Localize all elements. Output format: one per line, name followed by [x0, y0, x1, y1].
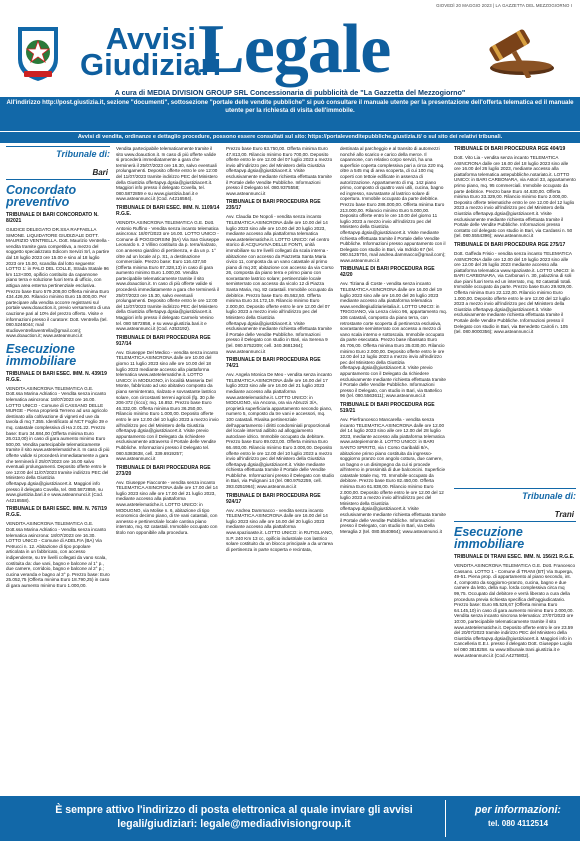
republic-seal-icon	[14, 25, 62, 83]
footer-phone: tel. 080 4112514	[487, 819, 549, 828]
tribunal-city: Bari	[92, 168, 108, 177]
masthead-avvisi: Avvisi	[105, 21, 196, 56]
notice-body: GIUDICE DELEGATO DR.SSA RAFFAELLA SIMONE. LIQUIDATORE GIUDIZIALE DOTT. MAURIZIO VENTRELLA. Dott. Maurizio Ventrella - vendita tramite gara competitiva, a mezzo del soggetto specializzato Edicom Servizi Srl, a partire dal 18 luglio 2023 ore 15.00 e sino al 18 luglio 2023 ore 15.00, scandita dal lotto seguente: LOTTO 1: in PALO DEL COLLE, Strada Statale 96 km 113+300, opificio costituito da capannone piano terra e soluzione fuori terra di ufficio, con attigua area esterna pertinenziale esclusiva. Prezzo base Euro 579.208,00 Offerta minima Euro 434.426,00. Rilancio minimo Euro 15.000,00. Per partecipare alla vendita occorre registrarsi sul portale www.doauction.it, previo versamento di una cauzione pari al 10% del prezzo offerto. Visite e informazioni presso il curatore: Dott. Ventrella (tel. 080.5246044; mail studioventrellaventrella@gmail.com); www.doauction.it; www.asteannunci.it	[6, 227, 110, 339]
section-title-esecuzione: Esecuzione immobiliare	[6, 341, 77, 368]
notice-body: Avv. Pierfrancesco Mancarella - vendita senza incanto TELEMATICA ASINCRONA dalle ore 12.00 del 14 luglio 2023 sino alle ore 12.00 del 28 luglio 2023, mediante accesso alla piattaforma telematica www.astepiemonte.it. LOTTO UNICO: in BARI SANTO SPIRITO, via I Corso Garibaldi 8/A, abitazione primo piano costituita da ingresso-soggiorno pranzo con angolo cottura, due camere, un bagno e un disimpegno da cui si procede all'interno in prossimità di due balconcini. Superficie catastale totale mq. 70. Immobile occupato da debitore. Prezzo base Euro 82.450,00. Offerta minima Euro 61.838,00. Rilancio minimo Euro 2.000,00. Deposito offerte entro le ore 12.00 del 12 luglio 2023 a mezzo invio all'indirizzo pec del Ministero della Giustizia offertapvp.dgsia@giustiziacert.it. Visite esclusivamente mediante richiesta effettuata tramite il Portale delle Vendite Pubbliche. Informazioni presso il Delegato, con studio in Bari, via Della Meraglia 2 (tel. 080.5540864); www.asteannunci.it	[340, 416, 446, 534]
notice-heading: TRIBUNALE DI BARI CONCORDATO N. 8/2021	[6, 212, 99, 224]
tribunal-title: Tribunale di:	[522, 491, 576, 501]
info-banner-portal: All'indirizzo http://post.giustizia.it, sezione "documenti", sottosezione "portale delle vendite pubbliche" si può consultare il manuale utente per la presentazione dell'offerta telematica ed il manuale utente per la richiesta di visita dell'immobile.	[0, 97, 580, 131]
footer-contact	[462, 803, 574, 831]
section-title-concordato: Concordato preventivo	[6, 183, 77, 209]
column-2	[116, 146, 220, 794]
footer-banner	[0, 796, 580, 841]
section-title-esecuzione-trani: Esecuzione immobiliare	[454, 525, 525, 551]
notice-heading: TRIBUNALE DI BARI PROCEDURA RGE 235/17	[226, 199, 321, 212]
column-3	[226, 146, 334, 794]
notice-heading: TRIBUNALE DI BARI PROCEDURA RGE 917/14	[116, 334, 211, 347]
notice-body: Prezzo base Euro 63.750,00. Offerta minima Euro 47.813,00. Rilancio minimo Euro 700,00. Deposito offerte entro le ore 12.00 del 07 luglio 2023 a mezzo invio all'indirizzo pec del Ministero della Giustizia offertapvp.dgsia@giustiziacert.it. Visite esclusivamente mediante richiesta effettuata tramite il Portale delle Vendite Pubbliche. Informazioni presso il Delegato tel. 080.9375558; www.asteannunci.it	[226, 146, 333, 196]
masthead-avvisi-giudiziari	[80, 21, 222, 82]
masthead-giudiziari: Giudiziari	[80, 47, 222, 82]
page-topline: GIOVEDÌ 20 MAGGIO 2023 | LA GAZZETTA DEL MEZZOGIORNO I	[436, 3, 572, 8]
tribunal-city: Trani	[554, 510, 574, 519]
masthead	[0, 12, 580, 90]
notice-heading: TRIBUNALE DI BARI PROCEDURA RGE 74/21	[226, 357, 321, 370]
notice-body: VENDITA ASINCRONA TELEMATICA G.E. Dott. Antonio Ruffino - Vendita senza incanto telematica asincrona: 18/07/2023 ore 16.00. LOTTO UNICO - Comune di POGGIORSINI (BA) Via San Giuseppe Leonardo n. 2 Villino costituito da p. terra/rialzato, con annesso giardino di pertinenza, e da un p. 1° oltre ad un locale al p. S1, a destinazione commerciale. Prezzo base: Euro 116.437,50 (Offerta minima Euro 87.328,13) in caso di gara aumento minimo Euro 1.000,00. Vendita partecipabile telematicamente tramite il sito www.doauction.it. In caso di più offerte valide si procederà immediatamente a gara che terminerà il 25/07/2023 ore 15.30, salvo eventuali prolungamenti. Deposito offerte entro le ore 12:00 del 11/07/2023 tramite indirizzo PEC del Ministero della Giustizia offertapvp.dgsia@giustiziacert.it. Maggiori info presso il delegato Carmelo Venino tel. 080 5872858, e su www.giustizia.bari.it e www.asteannunci.it (Cod. A353192).	[116, 219, 220, 332]
notice-body: Vendita partecipabile telematicamente tramite il sito www.doauction.it. In caso di più offerte valide si procederà immediatamente a gara che terminerà il 25/07/2023 ore 16.30, salvo eventuali prolungamenti. Deposito offerte entro le ore 12:00 del 11/07/2023 tramite indirizzo PEC del Ministero della Giustizia offertapvp.dgsia@giustiziacert.it. Maggiori info presso il delegato Covella, tel. 080.5872859 e su www.giustizia.bari.it e www.asteannunci.it (Cod. A4216584).	[116, 146, 218, 202]
notice-body: VENDITA ASINCRONA TELEMATICA G.E. Dott. Francesco Cassano. LOTTO 1 - Comune di TRANI (BT) Via Superga, 49-51. Piena prop. di appartamento al piano secondo, int. 4, composto da soggiorno-pranzo, cucina, bagno e due camere da letto, della sup. lorda complessiva circa mq 99,75. Occupato dal debitore e verrà liberato a cura della procedura previa richiesta specifica dell'aggiudicatario. Prezzo base: Euro 85.526,67 (Offerta minima Euro 64.145,10) in caso di gara aumento minimo Euro 2.000,00. Vendita senza incanto sincrona telematica: 27/07/2023 ore 10:00, partecipabile telematicamente tramite il sito www.astetelematiche.it. Deposito offerte entro le ore 23.59 del 20/07/2023 tramite indirizzo PEC del Ministero della Giustizia offertapvp.dgsia@giustiziacert.it. Maggiori info in Cancelleria E.E.I. presso il delegato Dott. Giuseppe Luglio tel 080 3818258. su www.tribunale.trani.giustizia.it e www.asteannunci.it (Cod.A4275802).	[454, 563, 576, 658]
notice-heading: TRIBUNALE DI BARI ESEC. IMM. N. 767/19 R.G.E.	[6, 506, 107, 519]
notice-body: Avv. Angela Monica De Meo - vendita senza incanto TELEMATICA ASINCRONA dalle ore 16.00 del 17 luglio 2023 sino alle ore 16.00 del 21 luglio 2023 mediante accesso alla piattaforma www.astetelematiche.it. LOTTO UNICO: in MODUGNO, via Ancona, ora via Abruzzi 3/A, proprietà superficiaria appartamento secondo piano, numero 5, composto da tre vani e accessori, mq. 100 catastali. Rivalsa pertinenziale dell'appartamento i diritti condominiali proporzionali del locale interrati adibito ad alloggiamento autoclave idrico. Immobile occupato da debitore. Prezzo base Euro 89.023,00. Offerta minima Euro 66.493,00. Rilancio minimo Euro 3.000,00. Deposito offerte entro le ore 12.00 del 10 luglio 2023 a mezzo invio all'indirizzo pec del Ministero della Giustizia offertapvp.dgsia@giustiziacert.it. Visite mediante richiesta effettuata tramite il Portale delle Vendite Pubbliche. Informazioni presso il Delegato con studio in Bari, via Pulignani 14 (tel. 080.9752259, cell. 393.0251964); www.asteannunci.it	[226, 372, 334, 490]
notice-heading: TRIBUNALE DI BARI PROCEDURA RGE 924/17	[226, 492, 321, 505]
notice-body: Avv. Giuseppe Fiacconte - vendita senza incanto TELEMATICA ASINCRONA dalle ore 17.00 del 14 luglio 2023 sino alle ore 17.00 del 21 luglio 2023, mediante accesso alla piattaforma www.astetelematiche.it. LOTTO UNICO: in MODUGNO, via Molise n. 6, abitazione di tipo economico decimo piano, di tre vani catastali, con annesso e pertinenziale locale cantina piano interrato, mq. 62 catastali. Immobile occupato con titolo non opponibile alla procedura.	[116, 479, 218, 536]
footer-email-notice: È sempre attivo l'indirizzo di posta elettronica al quale inviare gli avvisi legali/giudiziari: legale@mediadivisiongroup.it	[55, 804, 413, 830]
notice-heading: TRIBUNALE DI BARI PROCEDURA RGE 273/20	[116, 464, 211, 477]
footer-divider	[445, 800, 446, 837]
footer-info-title: per informazioni:	[475, 804, 561, 816]
notice-body: Avv. Tiziana di Coste - vendita senza incanto TELEMATICA ASINCRONA dalle ore 16.00 del 19 luglio 2023 sino alle ore 16.00 del 26 luglio 2023 mediante accesso alla piattaforma telematica www.venditegiudiziarieitalia.it. LOTTO UNICO: in TRIGGIANO, via Lenza civico 96, appartamento mq. 106 catastali, composto da piano terra, con retrostante corte scoperta di pertinenza esclusiva, sovrastante seminterrato con accesso a mezzo di vano scala interno e sottoscala. Immobile occupato da parte esecutata. Prezzo base ribassato Euro 46.706,00. Offerta minima Euro 35.030,00. Rilancio minimo Euro 2.000,00. Deposito offerte entro le ore 12.00 del 12 luglio 2023 a mezzo invio all'indirizzo pec del Ministero della Giustizia offertapvp.dgsia@giustiziacert.it. Visite previo appuntamento con il Delegato da richiedere esclusivamente mediante richiesta effettuata tramite il Portale delle Vendite Pubbliche. Informazioni presso il Delegato, con studio in Bari, via Battelico 96 (tel. 080.5563611); www.asteannunci.it	[340, 281, 447, 399]
notice-body: Dott. Vito Lia - vendita senza incanto TELEMATICA ASINCRONA dalle ore 16.00 del 18 luglio 2023 sino alle ore 16.00 del 26 luglio 2023, mediante accesso alla piattaforma telematica astepubbliche.notariato.it. LOTTO UNICO: in BARI CARBONARA, via Astori 33, appartamento primo piano, mq. 95 commerciali. Immobile occupato da parte debitrice. Prezzo base Euro 44.630,00. Offerta minima Euro 33.329,00. Rilancio minimo Euro 2.000,00. Deposito offerte telematiche entro le ore 12.00 del 12 luglio 2023 a mezzo invio all'indirizzo pec del Ministero della Giustizia offertapvp.dgsia@giustiziacert.it. Visite esclusivamente mediante richiesta effettuata tramite il Portale delle Vendite Pubbliche. Informazioni presso contatto col delegato con studio in Bari, via Cardassi n. 50 (tel. 080.5554396); www.asteannunci.it	[454, 155, 576, 239]
notice-heading: TRIBUNALE DI BARI PROCEDURA RGE 519/21	[340, 401, 435, 414]
column-1	[6, 146, 110, 794]
notice-body: VENDITA ASINCRONA TELEMATICA G.E. Dott.ssa Marina Adriatico - Vendita senza incanto telematica asincrona: 18/07/2023 ore 16.30. LOTTO UNICO - Comune di ADELFIA (BA) Via Petrucci n. 12. Abitazione di tipo popolare articolata in un fabbricato, con accesso indipendente, su tre livelli collegati da vano scala, costituita da: due vani, bagno e balcone al 1° p., due camere, corridoio, bagno e balcone al 2° p.; cucina veranda e bagno al 3° p. Prezzo base: Euro 25.052,75 (Offerta minima Euro 18.790,25) in caso di gara aumento minimo Euro 1.000,00.	[6, 521, 110, 588]
column-5	[454, 146, 576, 482]
trani-section	[454, 488, 576, 790]
notice-body: Dott. Gaffeda Frisio - vendita senza incanto TELEMATICA ASINCRONA dalle ore 12.00 del 19 luglio 2023 sino alle ore 12.00 del 26 luglio 2023 mediante accesso alla piattaforma telematica www.spaziaste.it. LOTTO UNICO: in BARI CARBONARA, via Carbonari n. 30, palazzina di soli due piani fuori terra ed un interrato, mq. 92 catastali totali. Immobile occupato da parte. Prezzo base Euro 29.929,00. Offerta minima Euro 22.122,00. Rilancio minimo Euro 1.000,00. Deposito offerte entro le ore 12.00 del 12 luglio 2023 a mezzo invio all'indirizzo pec del Ministero della Giustizia offertapvp.dgsia@giustiziacert.it. Visite esclusivamente mediante richiesta effettuata tramite il Portale delle Vendite Pubbliche. Informazioni presso il Delegato con studio in Bari, via Benedetto Cairoli n. 105 (tel. 080.9000356); www.asteannunci.it	[454, 250, 575, 335]
notice-body: Avv. Claudia De Nopoli - vendita senza incanto TELEMATICA ASINCRONA dalle ore 10.00 del 14 luglio 2023 sino alle ore 10.00 del 20 luglio 2023, mediante accesso alla piattaforma telematica www.astetelematiche.it. LOTTO UNICO: nel centro storico di ACQUAVIVA DELLE FONTI, unità immobiliare su tre livelli collegati da scala interna - abitazione con accesso da Piazzetta Santa Maria civico 11, composta da un vano catastale al primo piano di mq 20; abitazione con accesso da via Corso 26, composta da piano terra e primo piano con sovrastante lastrico solare; pertinenziale locale seminterrato con accesso da vicolo 12 di Piazza Santa Maria, mq. 82 catastali. Immobile occupato da debitrice. Prezzo base Euro 45.562,50. Offerta minima Euro 34.172,19. Rilancio minimo Euro 2.000,00. Deposito offerte entro le ore 12.00 del 07 luglio 2023 a mezzo invio all'indirizzo pec del Ministero della Giustizia offertapvp.dgsia@giustiziacert.it. Visite esclusivamente mediante richiesta effettuata tramite il Portale delle Vendite Pubbliche. Informazioni presso il Delegato con studio in Bari, via Serena 9 (tel. 080.5752209; cell. 340.3681364); www.asteannunci.it	[226, 214, 334, 354]
notice-body: VENDITA ASINCRONA TELEMATICA G.E. Dott.ssa Marina Adriatico - Vendita senza incanto telematica asincrona: 18/07/2023 ore 16.00. LOTTO UNICO - Comune di CASSANO DELLE MURGE - Piena proprietà Terreno ad uso agricolo destinato alla coltivazione di vigneti ed uve da tavola di mq 7.355. Identificato al NCT Foglio 39 e mq. catastale complessiva di Ha 2.01.22. Prezzo base: Euro 34.684,00 (Offerta minima Euro 26.013,00) in caso di gara aumento minimo Euro 500,00. Vendita partecipabile telematicamente tramite il sito www.astetelematiche.it. In caso di più offerte valide si procederà immediatamente a gara che terminerà il 25/07/2023 ore 16.00 salvo eventuali prolungamenti. Deposito offerte entro le ore 12:00 del 11/07/2023 tramite indirizzo PEC del Ministero della Giustizia offertapvp.dgsia@giustiziacert.it. Maggiori info presso il delegato Covella, tel. 080.5872859, su www.giustizia.bari.it e www.asteannunci.it (Cod. A4216558).	[6, 385, 110, 503]
info-banner-sites: Avvisi di vendita, ordinanze e dettaglio procedure, possono essere consultati sul sito: https://portalevenditepubbliche.giustizia.it/ o sul sito dei relativi tribunali.	[0, 132, 580, 143]
notice-body: destinata al parcheggio e al transito di automezzi nonché allo scarico e carico della merce. Il capannone, con relativo corpo servizi, ha una superficie coperta complessiva pari a circa 220 mq. oltre a 545 mq di area scoperta, di cui 100 mq coperti con tettoie edificate in assenza di autorizzazione. Appartamento di mq. 142 piano primo, composto di quattro vani utili, cucina, bagno ed ingresso, sovrastante al lastrico solare di copertura. Immobile occupato da parte debitrice. Prezzo base Euro 286.000,00. Offerta minima Euro 213.000,00. Rilancio minimo Euro 5.000,00. Deposito offerte entro le ore 10.00 del giorno 11 luglio 2023 a mezzo invio all'indirizzo pec del Ministero della Giustizia offertapvp.dgsia@giustiziacert.it. Visite mediante richiesta effettuata tramite il Portale delle Vendite Pubbliche. Informazioni presso appuntamento con il Delegato con studio in Bari, via Indrido 67 (tel. 080.5125704, mail andrea.dammacco@gmail.com); www.asteannunci.it	[340, 146, 446, 263]
notice-heading: TRIBUNALE DI TRANI ESEC. IMM. N. 156/21 R.G.E.	[454, 554, 575, 560]
notice-heading: TRIBUNALE DI BARI PROCEDURA RGE 275/17	[454, 241, 566, 248]
notice-body: Avv. Andrea Dammacco - vendita senza incanto TELEMATICA ASINCRONA dalle ore 16.00 del 14 luglio 2023 sino alle ore 16.00 del 20 luglio 2023 mediante accesso alla piattaforma www.spazioaste.it. LOTTO UNICO: in RUTIGLIANO, S.P. 240 Km 13 cc, opificio industriale con lastrico solare costituito da un blocco principale a da un'area di pertinenza in parte scoperta e recintata,	[226, 507, 334, 552]
column-4	[340, 146, 448, 794]
publisher-subtitle: A cura di MEDIA DIVISION GROUP SRL Concessionaria di pubblicità de "La Gazzetta del Mezzogiorno"	[114, 88, 466, 97]
tribunal-header-trani	[454, 488, 576, 522]
notice-heading: TRIBUNALE DI BARI ESEC. IMM. N. 1109/14 R.G.E.	[116, 204, 220, 217]
notice-heading: TRIBUNALE DI BARI PROCEDURA RGE 404/19	[454, 146, 566, 152]
tribunal-header-bari	[6, 146, 110, 180]
masthead-legale: Legale	[198, 11, 391, 88]
gavel-icon	[472, 20, 562, 78]
tribunal-title: Tribunale di:	[56, 149, 110, 159]
notice-body: Avv. Giuseppe Del Medico - vendita senza incanto TELEMATICA ASINCRONA dalle ore 10.00 del giorno 11 luglio 2023 sino alle ore 10.00 del 18 luglio 2023 mediante accesso alla piattaforma telematica www.astetelematiche.it. LOTTO UNICO: in MODUGNO, in località Masseria Del Monte, fabbricato ad uso abitativo composto da piano seminterrato, rialzato e sovrastante lastrico solare, con circostanti terreni agricoli (fg. 30 p.lle 206-372 (ricco); mq. 16.852. Prezzo base Euro 46.332,00. Offerta minima Euro 36.250,00. Rilancio minimo Euro 1.000,00. Deposito offerte entro le ore 12.00 del 10 luglio 2023 a mezzo invio all'indirizzo pec del Ministero della Giustizia offertapvp.dgsia@giustiziacert.it. Visite previo appuntamento con il Delegato da richiedere esclusivamente attraverso il Portale delle Vendite Pubbliche. Informazioni presso il Delegato tel. 080.5383638, cell. 339.6919257; www.asteannunci.it	[116, 349, 219, 462]
notice-heading: TRIBUNALE DI BARI PROCEDURA RGE 42/20	[340, 266, 435, 279]
notice-heading: TRIBUNALE DI BARI ESEC. IMM. N. 439/19 R.G.E.	[6, 370, 107, 383]
